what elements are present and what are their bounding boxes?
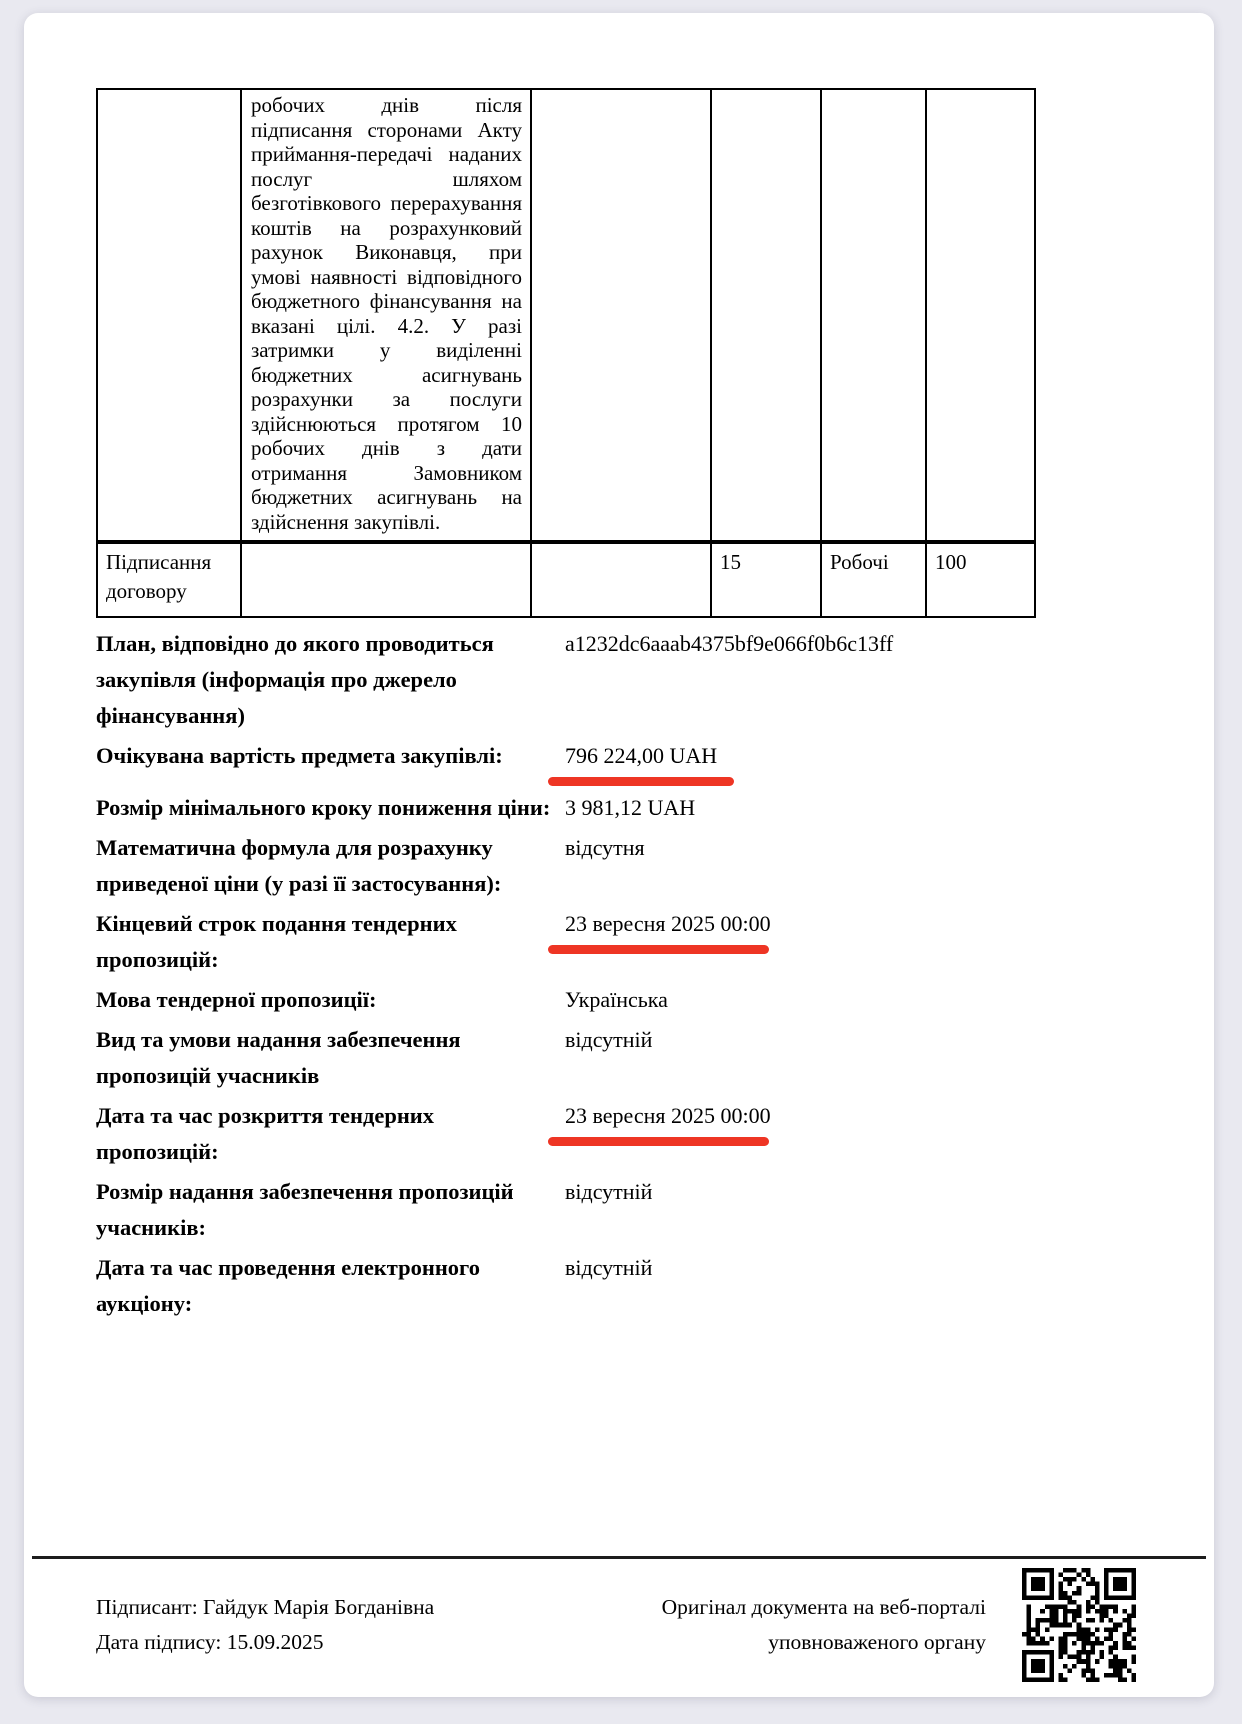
submission-deadline-value: 23 вересня 2025 00:00 [565,911,771,936]
field-label: План, відповідно до якого проводиться закупівля (інформація про джерело фінансування) [96,631,494,728]
field-math-formula [96,830,1096,902]
original-note [662,1590,986,1660]
min-step-amount: 3 981,12 UAH [565,795,696,820]
field-value [565,1098,771,1170]
payment-percent-cell: 100 [926,542,1035,617]
stage-name-cell: Підписання договору [97,542,241,617]
language-value: Українська [565,987,668,1012]
field-auction-date [96,1250,1096,1322]
signer-name: Підписант: Гайдук Марія Богданівна [96,1595,435,1619]
table-row-contract-signing [97,542,1035,617]
signature-block [96,1590,434,1660]
plan-id-value: a1232dc6aaab4375bf9e066f0b6c13ff [565,631,894,656]
field-value [565,982,668,1018]
field-label: Очікувана вартість предмета закупівлі: [96,743,503,768]
field-label: Дата та час розкриття тендерних пропозицій: [96,1103,435,1164]
footer-divider [32,1556,1206,1559]
field-submission-deadline [96,906,1096,978]
field-value [565,906,771,978]
procurement-fields [96,626,1096,1322]
field-guarantee-terms [96,1022,1096,1094]
field-opening-date [96,1098,1096,1170]
qr-code-icon [1022,1568,1136,1682]
empty-cell [711,89,821,542]
field-value [565,790,695,826]
guarantee-size-value: відсутній [565,1179,653,1204]
field-label: Вид та умови надання забезпечення пропозицій учасників [96,1027,461,1088]
field-guarantee-size [96,1174,1096,1246]
payment-terms-cell: робочих днів після підписання сторонами Акту приймання-передачі наданих послуг шляхом безготівкового перерахування коштів на розрахунковий рахунок Виконавця, при умові наявності відповідного бюджетного фінансування на вказані цілі. 4.2. У разі затримки у виділенні бюджетних асигнувань розрахунки за послуги здійснюються протягом 10 робочих днів з дати отримання Замовником бюджетних асигнувань на здійснення закупівлі. [241,89,531,542]
sign-date: Дата підпису: 15.09.2025 [96,1630,324,1654]
expected-value-amount: 796 224,00 UAH [565,743,718,768]
field-min-step [96,790,1096,826]
original-note-line2: уповноваженого органу [768,1630,986,1654]
guarantee-terms-value: відсутній [565,1027,653,1052]
red-underline [548,1137,769,1146]
empty-cell [531,542,711,617]
field-label: Дата та час проведення електронного аукціону: [96,1255,480,1316]
stage-name-cell [97,89,241,542]
auction-date-value: відсутній [565,1255,653,1280]
field-label: Математична формула для розрахунку приведеної ціни (у разі її застосування): [96,835,502,896]
field-value [565,1174,652,1246]
empty-cell [241,542,531,617]
red-underline [548,945,769,954]
field-value [565,1022,652,1094]
payment-stages-table [96,88,1036,618]
duration-cell: 15 [711,542,821,617]
field-value [565,738,734,786]
document-page [24,13,1214,1697]
table-row-payment-terms [97,89,1035,542]
opening-date-value: 23 вересня 2025 00:00 [565,1103,771,1128]
field-label: Розмір надання забезпечення пропозицій учасників: [96,1179,514,1240]
period-type-cell: Робочі [821,542,926,617]
math-formula-value: відсутня [565,835,645,860]
field-value [565,1250,652,1322]
original-note-line1: Оригінал документа на веб-порталі [661,1595,986,1619]
field-plan [96,626,1096,734]
field-expected-value [96,738,1096,786]
field-value [565,830,645,902]
field-value [565,626,893,734]
field-label: Розмір мінімального кроку пониження ціни: [96,795,551,820]
red-underline [548,777,734,786]
field-label: Мова тендерної пропозиції: [96,987,377,1012]
field-language [96,982,1096,1018]
field-label: Кінцевий строк подання тендерних пропозицій: [96,911,457,972]
empty-cell [926,89,1035,542]
empty-cell [821,89,926,542]
empty-cell [531,89,711,542]
